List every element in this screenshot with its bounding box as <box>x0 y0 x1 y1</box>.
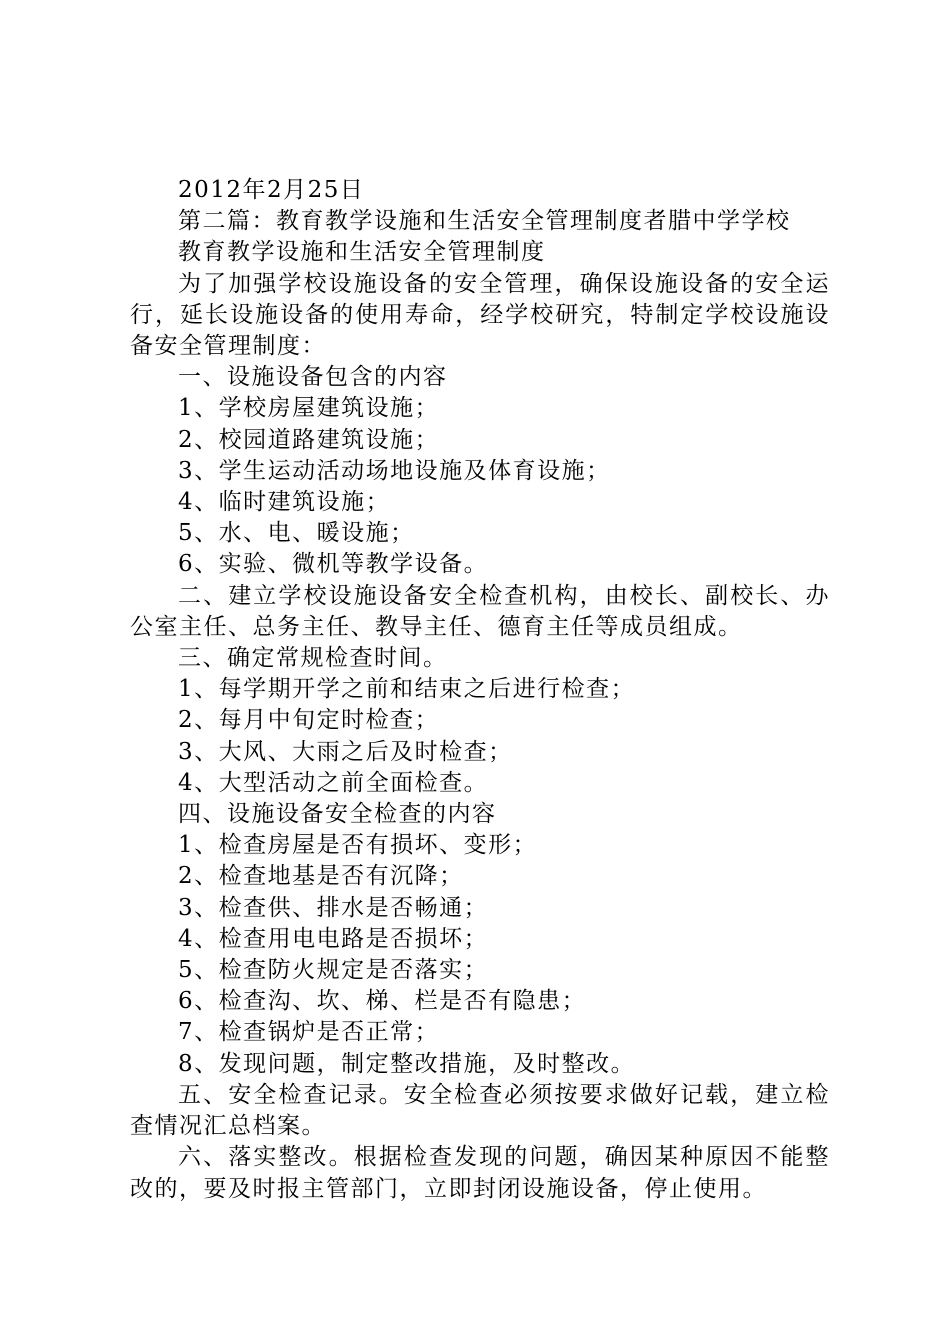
list-item: 2、每月中旬定时检查； <box>178 707 440 734</box>
list-item: 4、大型活动之前全面检查。 <box>178 769 489 796</box>
date-line: 2012年2月25日 <box>178 177 365 203</box>
list-item: 2、检查地基是否有沉降； <box>178 863 464 890</box>
list-item: 5、检查防火规定是否落实； <box>178 957 489 984</box>
document-body <box>130 175 830 1205</box>
list-item: 8、发现问题，制定整改措施，及时整改。 <box>178 1050 636 1077</box>
list-item: 5、水、电、暖设施； <box>178 520 415 547</box>
list-item: 1、每学期开学之前和结束之后进行检查； <box>178 676 636 703</box>
list-item: 6、检查沟、坎、梯、栏是否有隐患； <box>178 988 587 1015</box>
list-item: 1、检查房屋是否有损坏、变形； <box>178 832 538 859</box>
section-paragraph-6: 六、落实整改。根据检查发现的问题，确因某种原因不能整改的，要及时报主管部门，立即封闭设施设备，停止使用。 <box>130 1144 830 1202</box>
section-heading-1: 一、设施设备包含的内容 <box>178 364 448 391</box>
list-item: 7、检查锅炉是否正常； <box>178 1019 440 1046</box>
list-item: 3、大风、大雨之后及时检查； <box>178 738 513 765</box>
chapter-heading: 第二篇：教育教学设施和生活安全管理制度者腊中学学校 <box>178 208 791 235</box>
section-heading-4: 四、设施设备安全检查的内容 <box>178 801 497 828</box>
list-item: 1、学校房屋建筑设施； <box>178 395 440 422</box>
list-item: 2、校园道路建筑设施； <box>178 426 440 453</box>
list-item: 3、学生运动活动场地设施及体育设施； <box>178 457 611 484</box>
section-heading-3: 三、确定常规检查时间。 <box>178 645 448 672</box>
list-item: 6、实验、微机等教学设备。 <box>178 551 489 578</box>
intro-paragraph: 为了加强学校设施设备的安全管理，确保设施设备的安全运行，延长设施设备的使用寿命，经学校研究，特制定学校设施设备安全管理制度： <box>130 270 830 360</box>
list-item: 4、检查用电电路是否损坏； <box>178 925 489 952</box>
list-item: 3、检查供、排水是否畅通； <box>178 894 489 921</box>
document-title: 教育教学设施和生活安全管理制度 <box>178 239 546 266</box>
section-paragraph-5: 五、安全检查记录。安全检查必须按要求做好记载，建立检查情况汇总档案。 <box>130 1081 830 1140</box>
section-paragraph-2: 二、建立学校设施设备安全检查机构，由校长、副校长、办公室主任、总务主任、教导主任、德育主任等成员组成。 <box>130 582 830 640</box>
list-item: 4、临时建筑设施； <box>178 489 391 516</box>
